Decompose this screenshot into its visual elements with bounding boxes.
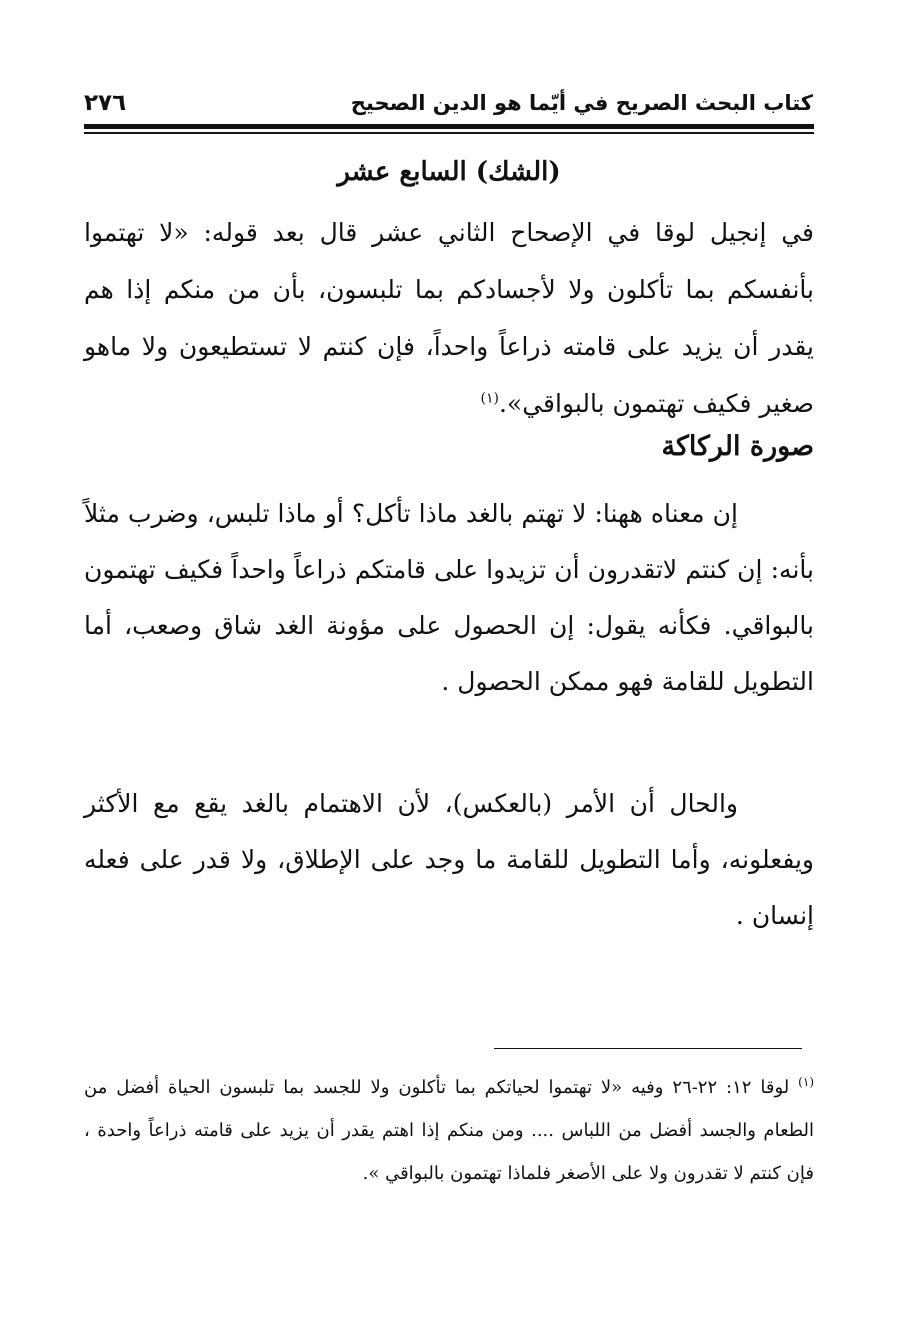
footnote-text: لوقا ١٢: ٢٢-٢٦ وفيه «لا تهتموا لحياتكم بما تأكلون ولا للجسد بما تلبسون الحياة أفضل من الطعام والجسد أفضل من اللباس .... ومن منكم إذا اهتم يقدر أن يزيد على قامته ذراعاً واحدة ، فإن كنتم لا تقدرون ولا على الأصغر فلماذا تهتمون بالبواقي ».: [84, 1077, 814, 1184]
header-rule-thin: [84, 132, 814, 134]
section-title: (الشك) السابع عشر: [337, 157, 561, 187]
header-rule-thick: [84, 124, 814, 129]
footnote-reference: (١): [480, 390, 499, 407]
body-paragraph-1: إن معناه ههنا: لا تهتم بالغد ماذا تأكل؟ أو ماذا تلبس، وضرب مثلاً بأنه: إن كنتم لاتقدرون أن تزيدوا على قامتكم ذراعاً واحداً فكيف تهتمون بالبواقي. فكأنه يقول: إن الحصول على مؤونة الغد شاق وصعب، أما التطويل للقامة فهو ممكن الحصول .: [84, 499, 814, 696]
book-title: كتاب البحث الصريح في أيّما هو الدين الصحيح: [350, 91, 813, 115]
footnote-marker: (١): [798, 1075, 814, 1089]
footnote: [84, 1066, 814, 1195]
page-number: ٢٧٦: [84, 90, 127, 116]
footnote-separator: [494, 1048, 802, 1049]
quote-paragraph: [84, 204, 814, 432]
running-header: [84, 86, 813, 120]
subheading: صورة الركاكة: [661, 431, 814, 462]
body-paragraph-2: والحال أن الأمر (بالعكس)، لأن الاهتمام بالغد يقع مع الأكثر ويفعلونه، وأما التطويل للقامة ما وجد على الإطلاق، ولا قدر على فعله إنسان .: [84, 789, 814, 930]
quote-text: في إنجيل لوقا في الإصحاح الثاني عشر قال بعد قوله: «لا تهتموا بأنفسكم بما تأكلون ولا لأجسادكم بما تلبسون، بأن من منكم إذا هم يقدر أن يزيد على قامته ذراعاً واحداً، فإن كنتم لا تستطيعون ولا ماهو صغير فكيف تهتمون بالبواقي».: [84, 218, 814, 418]
